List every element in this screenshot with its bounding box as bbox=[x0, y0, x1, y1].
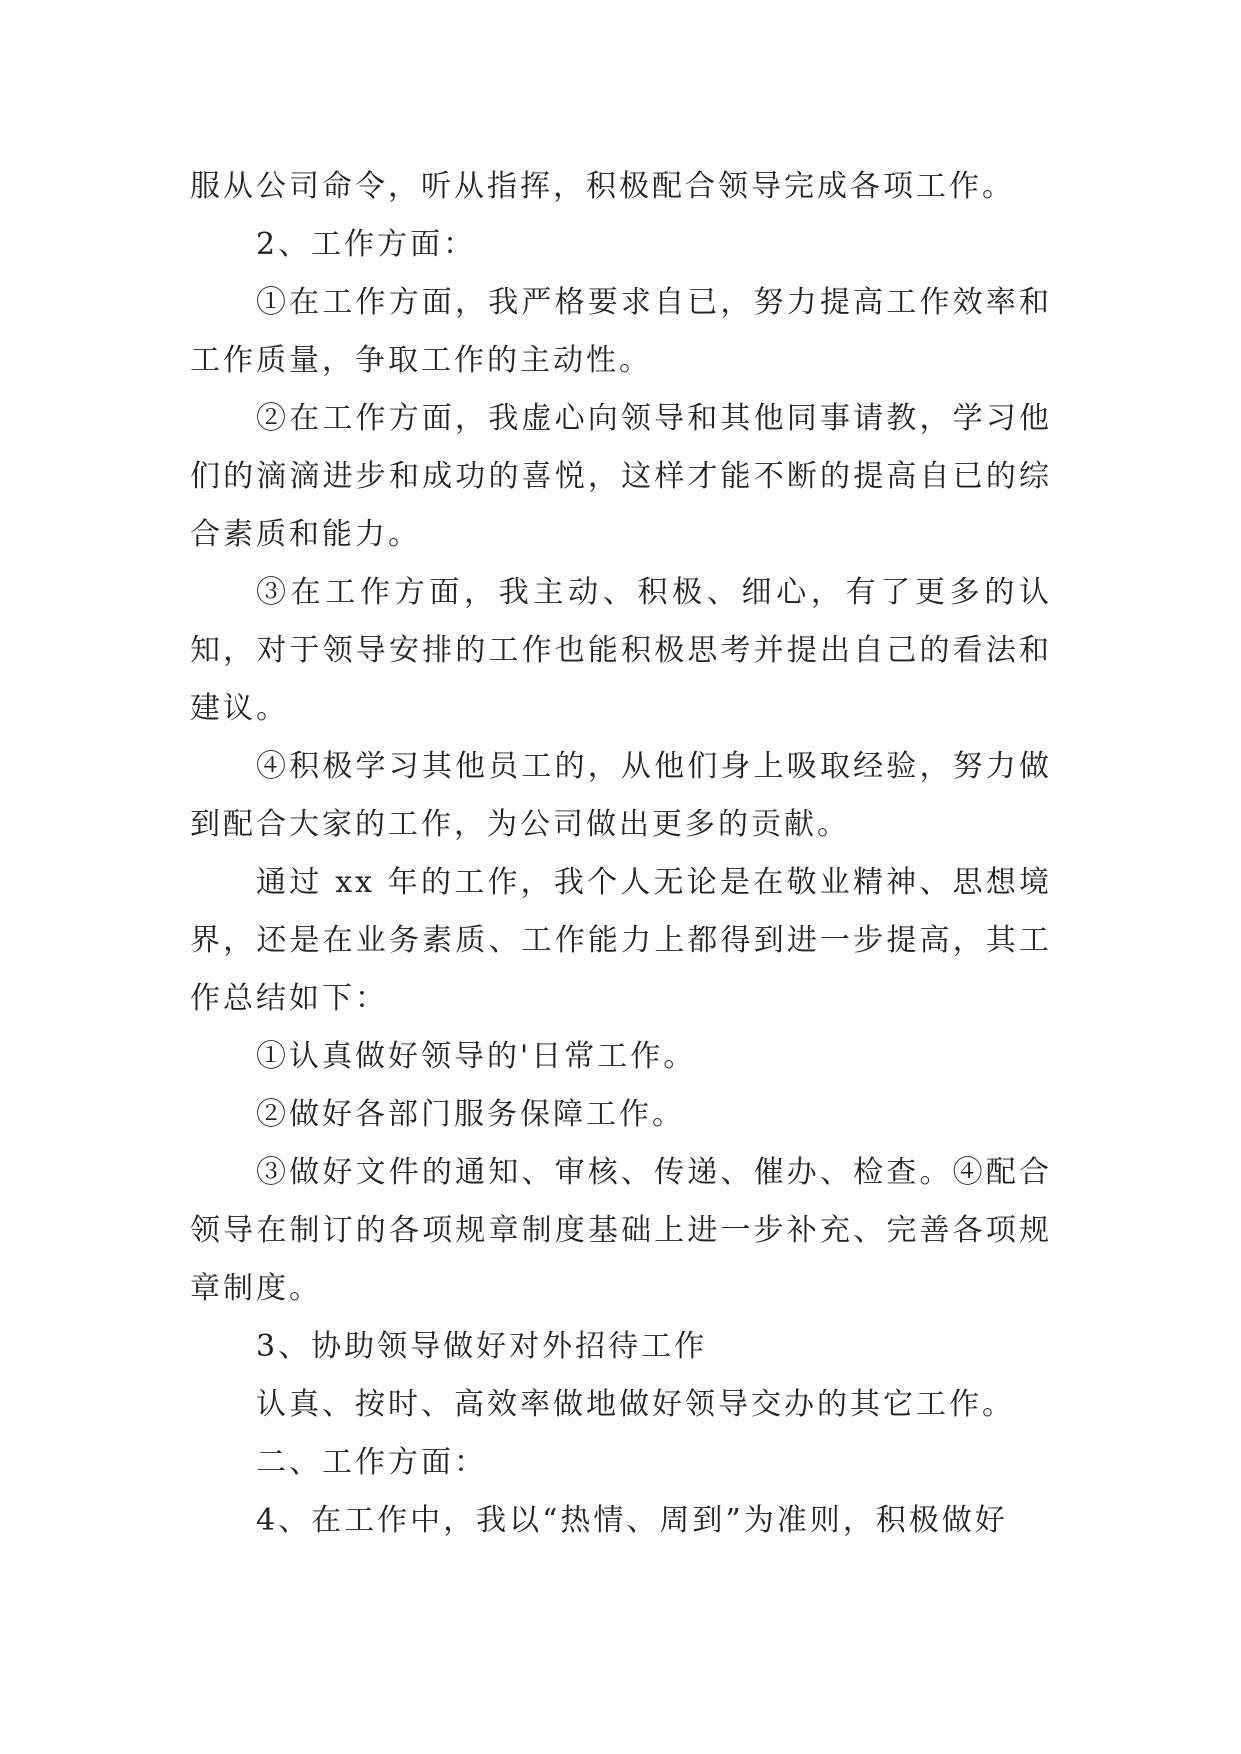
heading-work-aspect-two: 二、工作方面： bbox=[256, 1445, 487, 1480]
paragraph-item-2-humble: ②在工作方面，我虚心向领导和其他同事请教，学习他们的滴滴进步和成功的喜悦，这样才能不断的提高自已的综合素质和能力。 bbox=[190, 401, 1052, 552]
paragraph-item-1-strict: ①在工作方面，我严格要求自已，努力提高工作效率和工作质量，争取工作的主动性。 bbox=[190, 285, 1052, 378]
paragraph-year-summary: 通过 xx 年的工作，我个人无论是在敬业精神、思想境界，还是在业务素质、工作能力上都得到进一步提高，其工作总结如下： bbox=[190, 865, 1052, 1016]
heading-work-aspect-2: 2、工作方面： bbox=[256, 227, 477, 262]
paragraph-item-4-learn: ④积极学习其他员工的，从他们身上吸取经验，努力做到配合大家的工作，为公司做出更多的贡献。 bbox=[190, 749, 1052, 842]
summary-item-2: ②做好各部门服务保障工作。 bbox=[256, 1097, 685, 1132]
document-body bbox=[190, 158, 1052, 1550]
paragraph-item-4-principle: 4、在工作中，我以“热情、周到”为准则，积极做好 bbox=[256, 1503, 1008, 1538]
summary-item-3-4: ③做好文件的通知、审核、传递、催办、检查。④配合领导在制订的各项规章制度基础上进一步补充、完善各项规章制度。 bbox=[190, 1155, 1052, 1306]
heading-reception-3: 3、协助领导做好对外招待工作 bbox=[256, 1329, 708, 1364]
paragraph-item-3-active: ③在工作方面，我主动、积极、细心，有了更多的认知，对于领导安排的工作也能积极思考并提出自己的看法和建议。 bbox=[190, 575, 1052, 726]
summary-item-1: ①认真做好领导的'日常工作。 bbox=[256, 1039, 697, 1074]
paragraph-other-tasks: 认真、按时、高效率做地做好领导交办的其它工作。 bbox=[256, 1387, 1015, 1422]
paragraph-obey-orders: 服从公司命令，听从指挥，积极配合领导完成各项工作。 bbox=[190, 169, 1015, 204]
